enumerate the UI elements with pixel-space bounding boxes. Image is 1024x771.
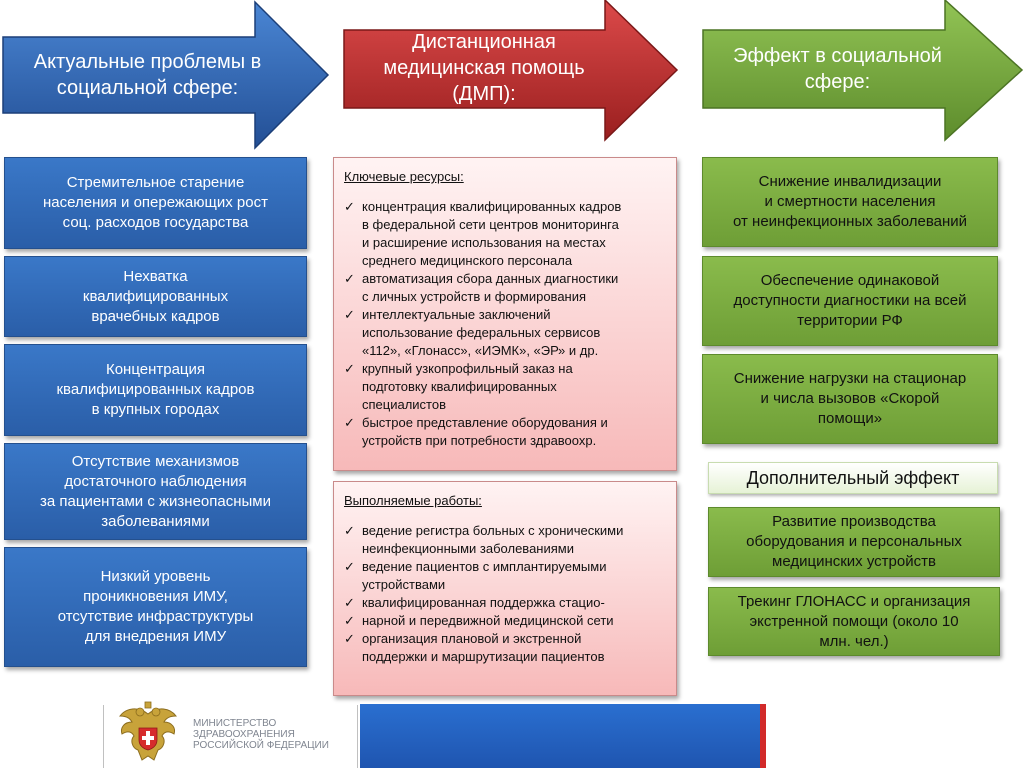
check-mark-icon: ✓ xyxy=(344,559,355,574)
check-mark-icon: ✓ xyxy=(344,523,355,538)
footer-red-stripe xyxy=(760,704,766,768)
header-dmp-text: Дистанционная медицинская помощь (ДМП): xyxy=(383,31,585,105)
works-list xyxy=(344,522,668,666)
check-mark-icon: ✓ xyxy=(344,613,355,628)
header-arrow-problems xyxy=(0,0,330,150)
resource-text: концентрация квалифицированных кадров в федеральной сети центров мониторинга и расширение использования на местах среднего медицинского персонала xyxy=(362,199,622,268)
work-text: ведение пациентов с имплантируемыми устройствами xyxy=(362,559,607,592)
list-item xyxy=(344,270,668,306)
coat-of-arms-icon xyxy=(112,700,184,766)
list-item xyxy=(344,414,668,450)
header-arrow-effect xyxy=(700,0,1024,150)
resources-title: Ключевые ресурсы: xyxy=(344,169,464,184)
resource-text: автоматизация сбора данных диагностики с личных устройств и формирования xyxy=(362,271,619,304)
problem-box-aging: Стремительное старение населения и опережающих рост соц. расходов государства xyxy=(4,157,307,249)
resource-text: крупный узкопрофильный заказ на подготовку квалифицированных специалистов xyxy=(362,361,573,412)
footer-divider-left xyxy=(103,705,104,768)
resource-text: интеллектуальные заключений использование федеральных сервисов «112», «Глонасс», «ИЭМК», «ЭР» и др. xyxy=(362,307,601,358)
problem-box-imu: Низкий уровень проникновения ИМУ, отсутствие инфраструктуры для внедрения ИМУ xyxy=(4,547,307,667)
work-text: организация плановой и экстренной поддержки и маршрутизации пациентов xyxy=(362,631,605,664)
list-item xyxy=(344,630,668,666)
check-mark-icon: ✓ xyxy=(344,307,355,322)
footer-divider-right xyxy=(357,705,358,768)
check-mark-icon: ✓ xyxy=(344,271,355,286)
list-item xyxy=(344,594,668,612)
ministry-name: МИНИСТЕРСТВО ЗДРАВООХРАНЕНИЯ РОССИЙСКОЙ ФЕДЕРАЦИИ xyxy=(193,718,329,751)
extra-effect-box-glonass: Трекинг ГЛОНАСС и организация экстренной помощи (около 10 млн. чел.) xyxy=(708,587,1000,656)
problem-box-staff-shortage: Нехватка квалифицированных врачебных кадров xyxy=(4,256,307,337)
check-mark-icon: ✓ xyxy=(344,415,355,430)
problem-box-staff-concentration: Концентрация квалифицированных кадров в крупных городах xyxy=(4,344,307,436)
work-text: ведение регистра больных с хроническими неинфекционными заболеваниями xyxy=(362,523,624,556)
list-item xyxy=(344,522,668,558)
resources-panel xyxy=(333,157,677,471)
check-mark-icon: ✓ xyxy=(344,595,355,610)
effect-box-load: Снижение нагрузки на стационар и числа вызовов «Скорой помощи» xyxy=(702,354,998,444)
problem-box-monitoring: Отсутствие механизмов достаточного наблюдения за пациентами с жизнеопасными заболеваниями xyxy=(4,443,307,540)
resources-list xyxy=(344,198,668,450)
check-mark-icon: ✓ xyxy=(344,199,355,214)
list-item xyxy=(344,558,668,594)
resource-text: быстрое представление оборудования и устройств при потребности здравоохр. xyxy=(362,415,608,448)
footer-blue-bar xyxy=(360,704,760,768)
extra-effect-box-production: Развитие производства оборудования и персональных медицинских устройств xyxy=(708,507,1000,577)
works-panel xyxy=(333,481,677,696)
effect-box-diagnostics: Обеспечение одинаковой доступности диагностики на всей территории РФ xyxy=(702,256,998,346)
effect-box-mortality: Снижение инвалидизации и смертности населения от неинфекционных заболеваний xyxy=(702,157,998,247)
header-arrow-dmp xyxy=(342,0,682,150)
extra-effect-title: Дополнительный эффект xyxy=(708,462,998,494)
list-item xyxy=(344,198,668,270)
check-mark-icon: ✓ xyxy=(344,361,355,376)
check-mark-icon: ✓ xyxy=(344,631,355,646)
work-text: квалифицированная поддержка стацио- xyxy=(362,595,605,610)
list-item xyxy=(344,360,668,414)
works-title: Выполняемые работы: xyxy=(344,493,482,508)
work-text: нарной и передвижной медицинской сети xyxy=(362,613,614,628)
list-item xyxy=(344,612,668,630)
header-effect-text: Эффект в социальной сфере: xyxy=(733,45,942,93)
list-item xyxy=(344,306,668,360)
header-problems-text: Актуальные проблемы в социальной сфере: xyxy=(33,51,262,99)
